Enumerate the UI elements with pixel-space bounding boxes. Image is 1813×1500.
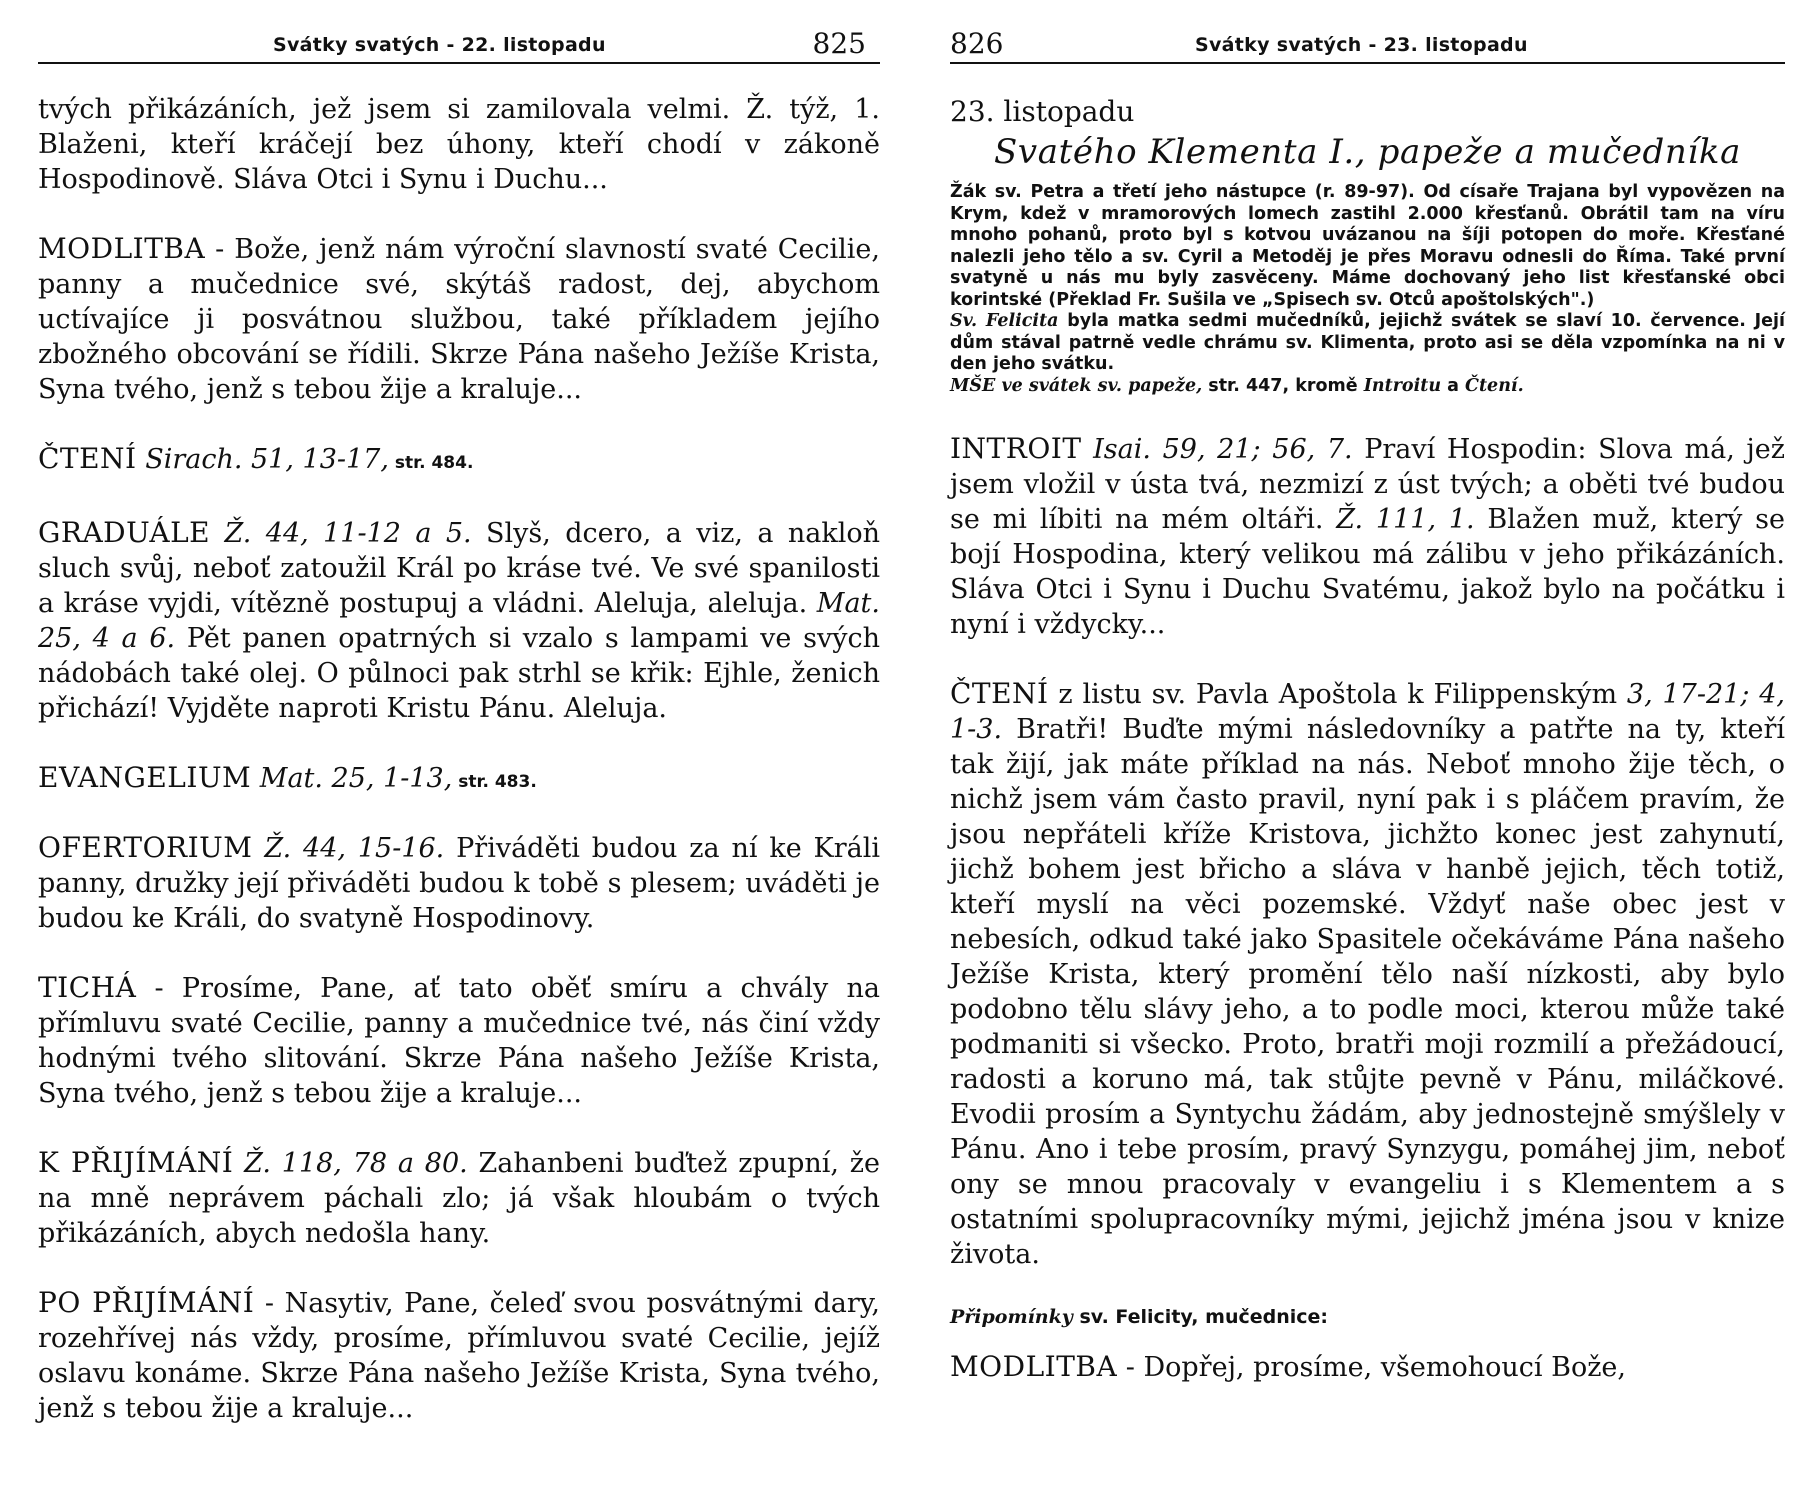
scripture-reference: Ž. 44, 15-16. bbox=[252, 833, 445, 864]
page-reference: str. 484. bbox=[388, 453, 474, 473]
section-heading: EVANGELIUM bbox=[38, 761, 252, 794]
section-heading: K PŘIJÍMÁNÍ bbox=[38, 1146, 234, 1179]
page-number: 825 bbox=[812, 27, 866, 60]
header-title: Svátky svatých - 23. listopadu bbox=[1195, 34, 1528, 56]
note-text: a bbox=[1441, 375, 1466, 396]
section-heading: MODLITBA bbox=[38, 232, 206, 265]
scripture-reference: Ž. 44, 11-12 a 5. bbox=[210, 518, 472, 549]
cteni-section bbox=[38, 441, 880, 481]
section-heading: INTROIT bbox=[950, 432, 1082, 465]
note-italic: Introitu bbox=[1363, 375, 1442, 396]
right-page bbox=[950, 0, 1785, 1500]
introit-section bbox=[950, 431, 1785, 642]
modlitba-section bbox=[38, 231, 880, 407]
section-text: Blažen muž, který se bojí Hospodina, který velikou má zálibu v jeho přikázáních. Sláva Otci i Synu i Duchu Svatému, jakož bylo na počátku i nyní i vždycky... bbox=[950, 504, 1786, 640]
section-text: - Prosíme, Pane, ať tato oběť smíru a chvály na přímluvu svaté Cecilie, panny a mučednice tvé, nás činí vždy hodnými tvého slitování. Skrze Pána našeho Ježíše Krista, Syna tvého, jenž s tebou žije a kraluje... bbox=[38, 973, 880, 1109]
note-italic: Sv. Felicita bbox=[950, 311, 1059, 331]
page-body bbox=[38, 64, 880, 1426]
note-italic: Čtení. bbox=[1465, 375, 1524, 396]
section-text: Praví Hospodin: Slova má, jež jsem vložil v ústa tvá, nezmizí z úst tvých; a oběti tvé budou se mi líbiti na mém oltáři. bbox=[950, 434, 1785, 535]
ofertorium-section bbox=[38, 830, 880, 936]
page-reference: str. 483. bbox=[452, 772, 537, 792]
section-text: - Bože, jenž nám výroční slavností svaté Cecilie, panny a mučednice své, skýtáš radost, dej, abychom uctívajíce ji posvátnou službou, také příkladem jejího zbožného obcování se řídili. Skrze Pána našeho Ježíše Krista, Syna tvého, jenž s tebou žije a kraluje... bbox=[38, 234, 880, 405]
po-prijimani-section bbox=[38, 1285, 880, 1426]
running-header bbox=[950, 0, 1785, 64]
section-text: Přiváděti budou za ní ke Králi panny, družky její přiváděti budou k tobě s plesem; uváděti je budou ke Králi, do svatyně Hospodinovy. bbox=[38, 833, 880, 934]
page-number: 826 bbox=[950, 27, 1004, 60]
note-italic: MŠE ve svátek sv. papeže, bbox=[950, 375, 1203, 396]
left-page bbox=[38, 0, 880, 1500]
feast-date: 23. listopadu bbox=[950, 95, 1135, 128]
section-text: Slyš, dcero, a viz, a nakloň sluch svůj, neboť zatoužil Král po kráse tvé. Ve své spanilosti a kráse vyjdi, vítězně postupuj a vládni. Aleluja, aleluja. bbox=[38, 518, 880, 619]
scripture-reference: Mat. 25, 1-13, bbox=[251, 763, 453, 794]
graduale-section bbox=[38, 515, 880, 726]
header-title: Svátky svatých - 22. listopadu bbox=[273, 34, 606, 56]
section-text: - Dopřej, prosíme, všemohoucí Bože, bbox=[1117, 1352, 1626, 1383]
scripture-reference: Ž. 118, 78 a 80. bbox=[233, 1148, 468, 1179]
section-heading: PO PŘIJÍMÁNÍ bbox=[38, 1286, 255, 1319]
scripture-reference: 3, 17-21; 4, 1-3. bbox=[950, 679, 1786, 745]
section-heading: TICHÁ bbox=[38, 971, 137, 1004]
page-body bbox=[950, 64, 1785, 1385]
scripture-reference: Mat. 25, 4 a 6. bbox=[38, 588, 880, 654]
section-text: Bratři! Buďte mými následovníky a patřte na ty, kteří tak žijí, jak máte příklad na nás. Neboť mnoho žije těch, o nichž jsem vám často pravil, nyní pak i s pláčem pravím, že jsou nepřáteli kříže Kristova, jichžto konec jest zahynutí, jichž bohem jest břicho a sláva v hanbě jejich, těch totiž, kteří myslí na věci pozemské. Vždyť naše obec jest v nebesích, odkud také jako Spasitele očekáváme Pána našeho Ježíše Krista, který promění tělo naší nízkosti, aby bylo podobno tělu slávy jeho, a to podle moci, kterou může také podmaniti si všecko. Proto, bratři moji rozmilí a přežádoucí, radosti a koruno má, tak stůjte pevně v Pánu, miláčkové. Evodii prosím a Syntychu žádám, aby jednostejně smýšlely v Pánu. Ano i tebe prosím, pravý Synzygu, pomáhej jim, neboť ony se mnou pracovaly v evangeliu i s Klementem a s ostatními spolupracovníky mými, jejichž jména jsou v knize života. bbox=[950, 714, 1785, 1270]
running-header bbox=[38, 0, 880, 64]
scripture-reference: Isai. 59, 21; 56, 7. bbox=[1081, 434, 1353, 465]
section-heading: GRADUÁLE bbox=[38, 516, 211, 549]
note-italic: Připomínky bbox=[950, 1306, 1073, 1328]
section-text: - Nasytiv, Pane, čeleď svou posvátnými dary, rozehřívej nás vždy, prosíme, přímluvou svaté Cecilie, jejíž oslavu konáme. Skrze Pána našeho Ježíše Krista, Syna tvého, jenž s tebou žije a kraluje... bbox=[38, 1288, 880, 1424]
saint-biography-note: Žák sv. Petra a třetí jeho nástupce (r. 89-97). Od císaře Trajana byl vypovězen na Krym, kdež v mramorových lomech zastihl 2.000 křesťanů. Obrátil tam na víru mnoho pohanů, proto byl s kotvou uvázanou na šíji potopen do moře. Křesťané nalezli jeho tělo a sv. Cyril a Metoděj je přes Moravu odnesli do Říma. Také první svatyně u nás mu byly zasvěceny. Máme dochovaný jeho list křesťanské obci korintské (Překlad Fr. Sušila ve „Spisech sv. Otců apoštolských".) bbox=[950, 182, 1785, 310]
scripture-reference: Ž. 111, 1. bbox=[1323, 504, 1475, 535]
evangelium-section bbox=[38, 760, 880, 800]
section-heading: MODLITBA bbox=[950, 1350, 1118, 1383]
k-prijimani-section bbox=[38, 1145, 880, 1251]
section-text: z listu sv. Pavla Apoštola k Filippenským bbox=[1048, 679, 1618, 710]
modlitba-section bbox=[950, 1349, 1785, 1385]
section-text: Zahanbeni buďtež zpupní, že na mně neprávem páchali zlo; já však hloubám o tvých přikázáních, abych nedošla hany. bbox=[38, 1148, 881, 1249]
ticha-section bbox=[38, 970, 880, 1111]
section-heading: OFERTORIUM bbox=[38, 831, 253, 864]
scripture-reference: Sirach. 51, 13-17, bbox=[136, 444, 389, 475]
note-text: byla matka sedmi mučedníků, jejichž svátek se slaví 10. července. Její dům stával patrně vedle chrámu sv. Klimenta, proto asi se děla vzpomínka na ni v den jeho svátku. bbox=[950, 311, 1785, 374]
pripominky-note bbox=[950, 1300, 1785, 1335]
continued-paragraph: tvých přikázáních, jež jsem si zamilovala velmi. Ž. týž, 1. Blaženi, kteří kráčejí bez úhony, kteří chodí v zákoně Hospodinově. Sláva Otci i Synu i Duchu... bbox=[38, 94, 880, 195]
cteni-section bbox=[950, 676, 1785, 1272]
note-text: sv. Felicity, mučednice: bbox=[1072, 1306, 1329, 1328]
section-text: Pět panen opatrných si vzalo s lampami ve svých nádobách také olej. O půlnoci pak strhl se křik: Ejhle, ženich přichází! Vyjděte naproti Kristu Pánu. Aleluja. bbox=[38, 623, 880, 724]
feast-title: Svatého Klementa I., papeže a mučedníka bbox=[994, 132, 1741, 172]
mass-note bbox=[950, 376, 1785, 398]
section-heading: ČTENÍ bbox=[38, 442, 137, 475]
felicita-note bbox=[950, 311, 1785, 376]
section-heading: ČTENÍ bbox=[950, 677, 1049, 710]
note-text: str. 447, kromě bbox=[1202, 375, 1364, 396]
